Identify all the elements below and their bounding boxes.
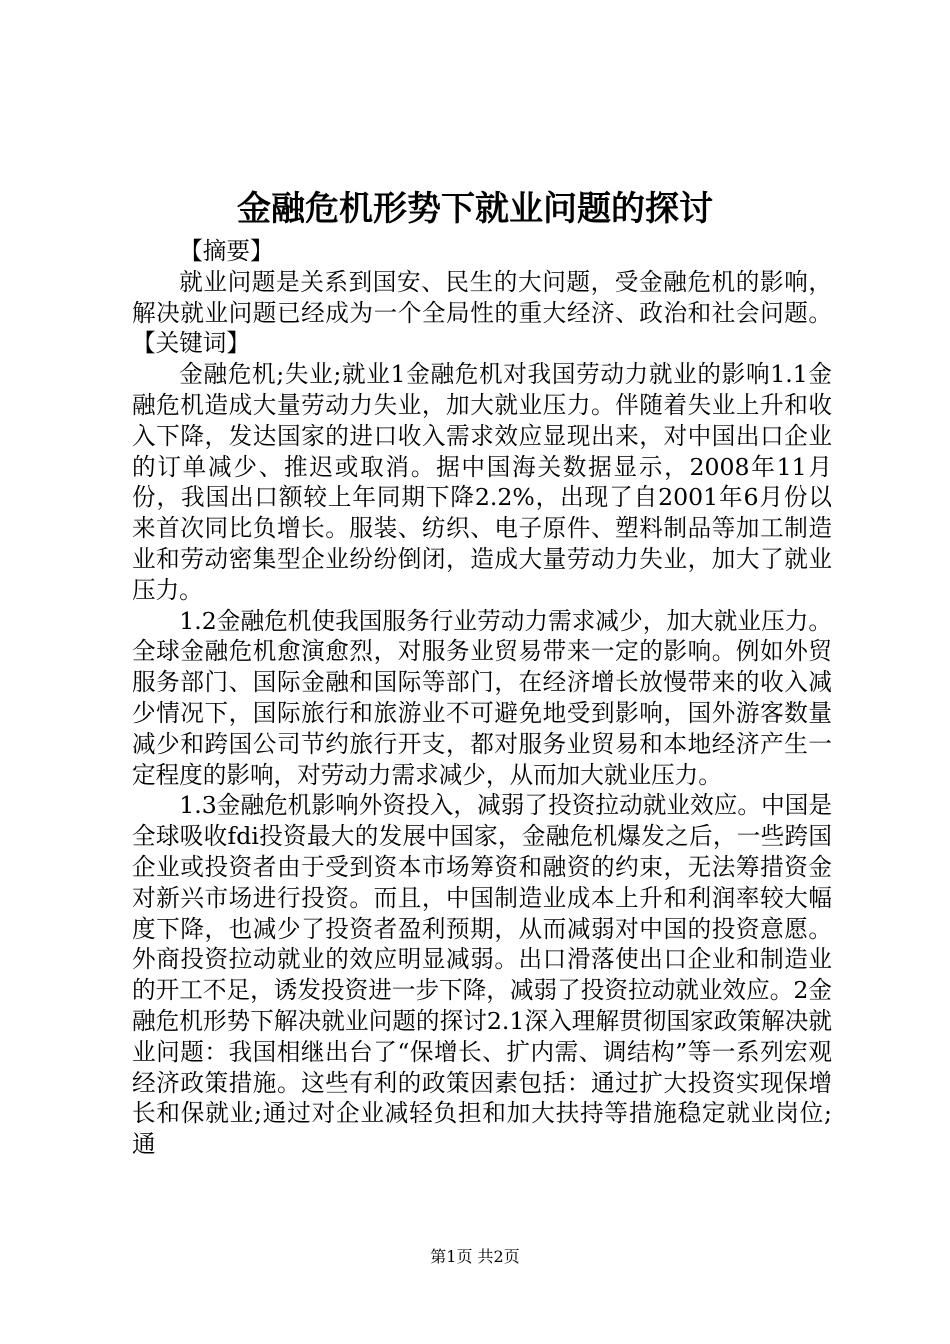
paragraph: 就业问题是关系到国安、民生的大问题，受金融危机的影响，解决就业问题已经成为一个全局性的重大经济、政治和社会问题。【关键词】	[132, 267, 832, 358]
paragraph: 1.2金融危机使我国服务行业劳动力需求减少，加大就业压力。全球金融危机愈演愈烈，对服务业贸易带来一定的影响。例如外贸服务部门、国际金融和国际等部门，在经济增长放慢带来的收入减少情况下，国际旅行和旅游业不可避免地受到影响，国外游客数量减少和跨国公司节约旅行开支，都对服务业贸易和本地经济产生一定程度的影响，对劳动力需求减少，从而加大就业压力。	[132, 606, 832, 789]
paragraph: 1.3金融危机影响外资投入，减弱了投资拉动就业效应。中国是全球吸收fdi投资最大的发展中国家，金融危机爆发之后，一些跨国企业或投资者由于受到资本市场筹资和融资的约束，无法筹措资金对新兴市场进行投资。而且，中国制造业成本上升和利润率较大幅度下降，也减少了投资者盈利预期，从而减弱对中国的投资意愿。外商投资拉动就业的效应明显减弱。出口滑落使出口企业和制造业的开工不足，诱发投资进一步下降，减弱了投资拉动就业效应。2金融危机形势下解决就业问题的探讨2.1深入理解贯彻国家政策解决就业问题：我国相继出台了“保增长、扩内需、调结构”等一系列宏观经济政策措施。这些有利的政策因素包括：通过扩大投资实现保增长和保就业;通过对企业减轻负担和加大扶持等措施稳定就业岗位;通	[132, 791, 832, 1159]
abstract-heading: 【摘要】	[179, 237, 274, 265]
page-footer: 第1页 共2页	[430, 1247, 520, 1266]
document-body	[132, 236, 832, 1160]
document-title: 金融危机形势下就业问题的探讨	[237, 189, 713, 229]
paragraph: 金融危机;失业;就业1金融危机对我国劳动力就业的影响1.1金融危机造成大量劳动力失业，加大就业压力。伴随着失业上升和收入下降，发达国家的进口收入需求效应显现出来，对中国出口企业的订单减少、推迟或取消。据中国海关数据显示，2008年11月份，我国出口额较上年同期下降2.2%，出现了自2001年6月份以来首次同比负增长。服装、纺织、电子原件、塑料制品等加工制造业和劳动密集型企业纷纷倒闭，造成大量劳动力失业，加大了就业压力。	[132, 360, 832, 604]
